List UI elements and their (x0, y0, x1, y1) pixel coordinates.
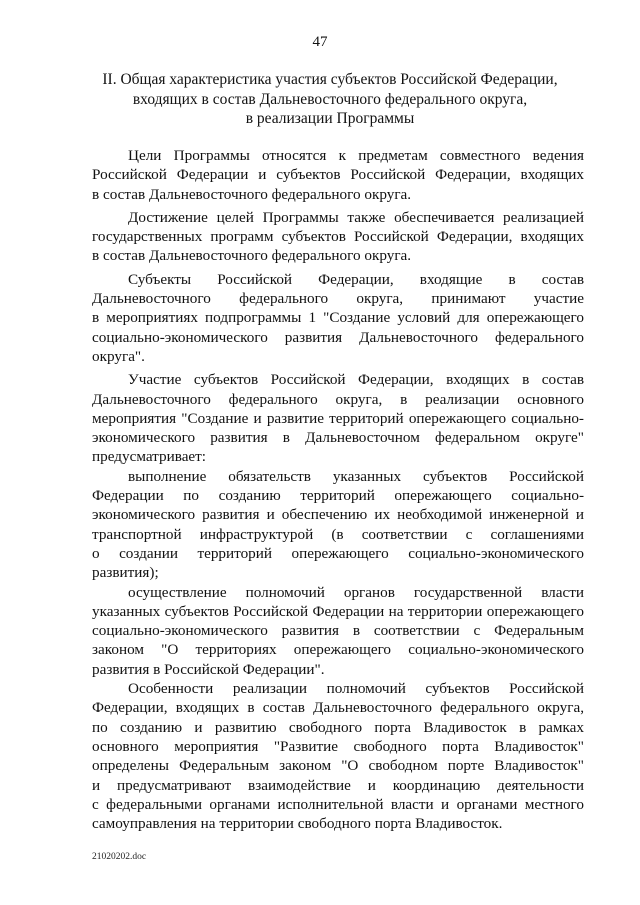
text-line: выполнение обязательств указанных субъектов Российской (128, 467, 584, 485)
text-line: социально-экономического развития Дальневосточного федерального (92, 328, 584, 346)
text-line: транспортной инфраструктурой (в соответствии с соглашениями (92, 525, 584, 543)
text-line: указанных субъектов Российской Федерации на территории опережающего (92, 602, 584, 620)
text-line: экономического развития и обеспечению их необходимой инженерной и (92, 506, 584, 524)
text-line: с федеральными органами исполнительной власти и органами местного (92, 795, 584, 813)
section-heading (70, 70, 590, 129)
text-line: в состав Дальневосточного федерального округа. (92, 247, 412, 265)
text-line: Дальневосточного федерального округа, принимают участие (92, 290, 584, 308)
text-line: о создании территорий опережающего социально-экономического (92, 544, 584, 562)
text-line: законом "О территориях опережающего социально-экономического (92, 641, 584, 659)
text-line: Особенности реализации полномочий субъектов Российской (128, 680, 584, 698)
text-line: в мероприятиях подпрограммы 1 "Создание условий для опережающего (92, 309, 584, 327)
text-line: государственных программ субъектов Российской Федерации, входящих (92, 228, 584, 246)
paragraph-subjects-participation (92, 270, 584, 366)
text-line: осуществление полномочий органов государственной власти (128, 583, 584, 601)
text-line: самоуправления на территории свободного порта Владивосток. (92, 815, 503, 833)
file-name-footer: 21020202.doc (92, 852, 147, 862)
text-line: Участие субъектов Российской Федерации, входящих в состав (128, 371, 584, 389)
text-line: Достижение целей Программы также обеспечивается реализацией (128, 208, 584, 226)
heading-line: в реализации Программы (245, 110, 415, 127)
text-line: основного мероприятия "Развитие свободного порта Владивосток" (92, 737, 584, 755)
text-line: в состав Дальневосточного федерального округа. (92, 185, 412, 203)
paragraph-main-activity (92, 370, 584, 466)
text-line: и предусматривают взаимодействие и координацию деятельности (92, 776, 584, 794)
paragraph-goal-achievement (92, 208, 584, 266)
text-line: Федерации, входящих в состав Дальневосточного федерального округа, (92, 699, 584, 717)
text-line: Федерации по созданию территорий опережающего социально- (92, 487, 584, 505)
text-line: по созданию и развитию свободного порта Владивосток в рамках (92, 718, 584, 736)
text-line: определены Федеральным законом "О свободном порте Владивосток" (92, 757, 584, 775)
paragraph-free-port (92, 679, 584, 833)
page-number: 47 (312, 34, 328, 50)
paragraph-powers (92, 583, 584, 679)
text-line: экономического развития в Дальневосточном федеральном округе" (92, 429, 584, 447)
text-line: предусматривает: (92, 448, 207, 466)
paragraph-obligations (92, 467, 584, 583)
text-line: мероприятия "Создание и развитие территорий опережающего социально- (92, 409, 584, 427)
text-line: развития); (92, 564, 159, 582)
text-line: Субъекты Российской Федерации, входящие в состав (128, 270, 584, 288)
heading-line: II. Общая характеристика участия субъектов Российской Федерации, (102, 71, 558, 88)
heading-line: входящих в состав Дальневосточного федерального округа, (132, 90, 528, 108)
text-line: округа". (92, 347, 145, 365)
text-line: Цели Программы относятся к предметам совместного ведения (128, 147, 584, 164)
text-line: Российской Федерации и субъектов Российской Федерации, входящих (92, 166, 584, 184)
document-body (92, 146, 584, 837)
text-line: Дальневосточного федерального округа, в реализации основного (92, 390, 584, 408)
paragraph-program-goals (92, 146, 584, 204)
text-line: социально-экономического развития в соответствии с Федеральным (92, 622, 584, 640)
text-line: развития в Российской Федерации". (92, 660, 325, 678)
